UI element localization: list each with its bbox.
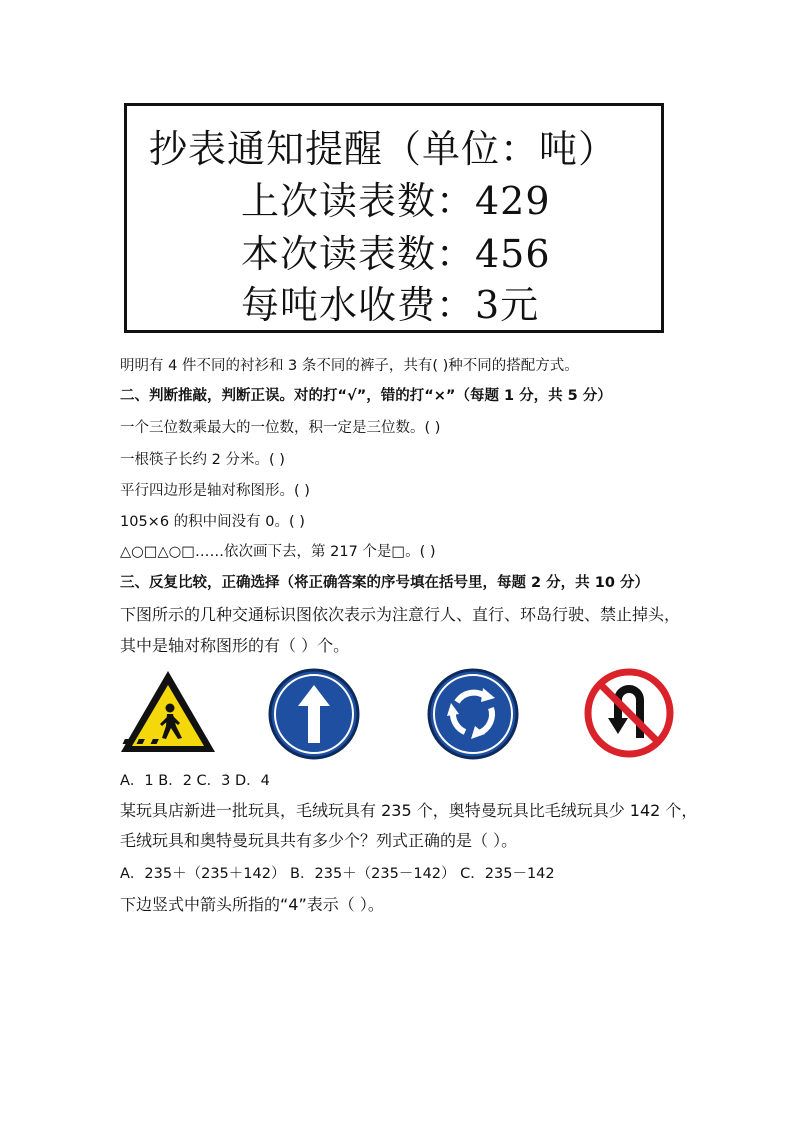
current-reading: 本次读表数：456 <box>241 232 551 276</box>
water-price: 每吨水收费：3元 <box>241 283 540 327</box>
section-2-heading: 二、判断推敲，判断正误。对的打“√”，错的打“×”（每题 1 分，共 5 分） <box>120 388 612 404</box>
question-combinations: 明明有 4 件不同的衬衫和 3 条不同的裤子，共有( )种不同的搭配方式。 <box>120 358 579 374</box>
toy-question-line-1: 某玩具店新进一批玩具，毛绒玩具有 235 个，奥特曼玩具比毛绒玩具少 142 个， <box>120 801 698 820</box>
judge-item-1: 一个三位数乘最大的一位数，积一定是三位数。( ) <box>120 420 441 436</box>
judge-item-3: 平行四边形是轴对称图形。( ) <box>120 483 310 499</box>
vertical-calc-question: 下边竖式中箭头所指的“4”表示（ ）。 <box>120 895 384 914</box>
straight-ahead-sign-icon <box>268 668 360 760</box>
pedestrian-warning-sign-icon <box>118 668 218 756</box>
roundabout-sign-icon <box>427 668 519 760</box>
traffic-signs <box>0 668 794 758</box>
traffic-options: A．1 B．2 C．3 D．4 <box>120 773 270 789</box>
notice-title: 抄表通知提醒（单位：吨） <box>149 127 618 171</box>
traffic-question-line-2: 其中是轴对称图形的有（ ）个。 <box>120 636 350 655</box>
judge-item-5: △○□△○□……依次画下去，第 217 个是□。( ) <box>120 544 436 560</box>
section-3-heading: 三、反复比较，正确选择（将正确答案的序号填在括号里，每题 2 分，共 10 分） <box>120 575 649 591</box>
traffic-question-line-1: 下图所示的几种交通标识图依次表示为注意行人、直行、环岛行驶、禁止掉头， <box>120 605 681 624</box>
toy-question-line-2: 毛绒玩具和奥特曼玩具共有多少个？列式正确的是（ ）。 <box>120 831 518 850</box>
toy-options: A．235＋（235＋142） B．235＋（235－142） C．235－142 <box>120 866 555 882</box>
meter-reading-notice <box>124 103 664 333</box>
judge-item-2: 一根筷子长约 2 分米。( ) <box>120 452 285 468</box>
no-u-turn-sign-icon <box>584 668 674 758</box>
last-reading: 上次读表数：429 <box>241 179 551 223</box>
judge-item-4: 105×6 的积中间没有 0。( ) <box>120 514 305 530</box>
